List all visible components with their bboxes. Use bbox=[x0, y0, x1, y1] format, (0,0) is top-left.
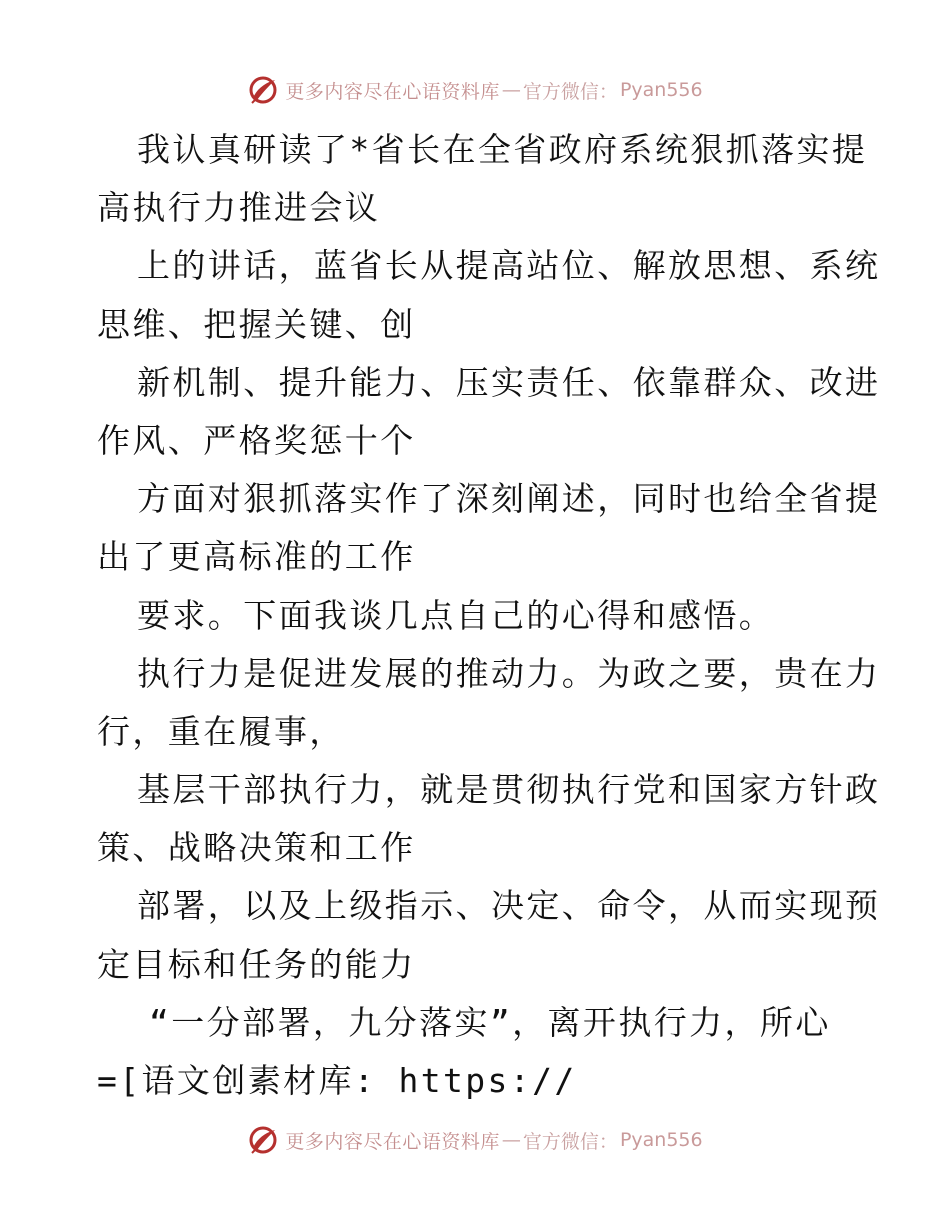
body-line: 方面对狠抓落实作了深刻阐述，同时也给全省提 bbox=[137, 479, 881, 519]
body-line: 执行力是促进发展的推动力。为政之要，贵在力 bbox=[137, 653, 881, 693]
body-line: =[语文创素材库: https:// bbox=[97, 1061, 577, 1100]
pen-logo-icon bbox=[247, 1124, 279, 1156]
body-line: 行，重在履事， bbox=[97, 711, 345, 751]
watermark-separator: — bbox=[501, 79, 521, 101]
wechat-account: Pyan556 bbox=[619, 1129, 703, 1151]
body-line: 要求。下面我谈几点自己的心得和感悟。 bbox=[137, 595, 775, 635]
body-line: 上的讲话，蓝省长从提高站位、解放思想、系统 bbox=[137, 246, 881, 286]
body-line: 思维、把握关键、创 bbox=[97, 304, 416, 344]
body-line: 作风、严格奖惩十个 bbox=[97, 420, 416, 460]
header-watermark-banner bbox=[0, 70, 950, 110]
body-line: 基层干部执行力，就是贯彻执行党和国家方针政 bbox=[137, 770, 881, 810]
wechat-label: 官方微信： bbox=[522, 80, 618, 103]
body-line: 新机制、提升能力、压实责任、依靠群众、改进 bbox=[137, 362, 881, 402]
document-body bbox=[97, 121, 881, 1110]
pen-logo-icon bbox=[247, 74, 279, 106]
wechat-label: 官方微信： bbox=[522, 1130, 618, 1153]
body-line: 我认真研读了*省长在全省政府系统狠抓落实提 bbox=[137, 130, 868, 169]
body-line: 定目标和任务的能力 bbox=[97, 944, 416, 984]
body-line: 策、战略决策和工作 bbox=[97, 828, 416, 868]
body-line: 出了更高标准的工作 bbox=[97, 537, 416, 577]
watermark-text: 更多内容尽在心语资料库 bbox=[285, 1130, 500, 1153]
watermark-text: 更多内容尽在心语资料库 bbox=[285, 80, 500, 103]
body-line: 部署，以及上级指示、决定、命令，从而实现预 bbox=[137, 886, 881, 926]
watermark-separator: — bbox=[501, 1129, 521, 1151]
body-line: 高执行力推进会议 bbox=[97, 188, 381, 228]
footer-watermark-banner bbox=[0, 1120, 950, 1160]
body-line: “一分部署，九分落实”，离开执行力，所心 bbox=[149, 1002, 831, 1042]
wechat-account: Pyan556 bbox=[619, 79, 703, 101]
